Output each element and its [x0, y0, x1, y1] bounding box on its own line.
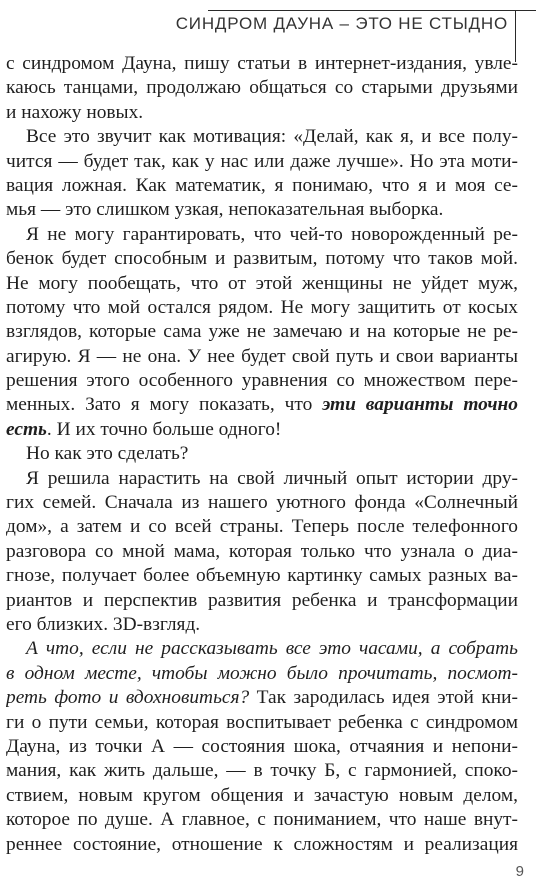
text-line: Дауна, из точки А — состояния шока, отчаяния и непони- — [6, 735, 518, 757]
text-line: потому что мой остался рядом. Не могу защитить от косых — [6, 296, 518, 318]
text-line: мания, как жить дальше, — в точку Б, с гармонией, споко- — [6, 760, 518, 782]
text-line: мья — это слишком узкая, непоказательная выборка. — [6, 199, 444, 221]
text-line: Не могу пообещать, что от этой женщины не уйдет муж, — [6, 272, 518, 294]
text-line: Я решила нарастить на свой личный опыт истории дру- — [26, 467, 518, 489]
text-line: которое по душе. А главное, с пониманием, что наше внут- — [6, 809, 518, 831]
text-line: бенок будет способным и развитым, потому что таков мой. — [6, 248, 518, 270]
text-line — [6, 393, 518, 417]
text-run: . И их точно больше одного! — [46, 418, 282, 440]
text-line: Но как это сделать? — [26, 443, 189, 465]
text-run: менных. Зато я могу показать, что — [6, 394, 313, 416]
text-line: чится — будет так, как у нас или даже лучше». Но эта моти- — [6, 150, 518, 172]
text-line: риантов и перспектив развития ребенка и трансформации — [6, 589, 518, 611]
page-header — [175, 10, 536, 40]
text-line — [6, 686, 518, 710]
text-line: его близких. 3D-взгляд. — [6, 613, 201, 635]
text-line: гих семей. Сначала из нашего уютного фонда «Солнечный — [6, 492, 518, 514]
page-number: 9 — [515, 863, 524, 880]
text-line — [6, 418, 518, 442]
text-line: агирую. Я — не она. У нее будет свой путь и свои варианты — [6, 345, 518, 367]
text-line: ги о пути семьи, которая воспитывает ребенка с синдромом — [6, 711, 518, 733]
text-line: в одном месте, чтобы можно было прочитать, посмот- — [6, 662, 518, 684]
text-line: взглядов, которые сама уже не замечаю и на которые не ре- — [6, 321, 518, 343]
text-line: и нахожу новых. — [6, 101, 144, 123]
text-line: дом», а затем и со всей страны. Теперь после телефонного — [6, 516, 518, 538]
text-line: разговора со мной мама, которая только что узнала о диа- — [6, 540, 518, 562]
text-line: Все это звучит как мотивация: «Делай, как я, и все полу- — [26, 126, 518, 148]
running-head: СИНДРОМ ДАУНА – ЭТО НЕ СТЫДНО — [175, 14, 508, 33]
body-text — [6, 52, 518, 857]
header-line — [208, 10, 536, 11]
text-line: решения этого особенного уравнения со множеством пере- — [6, 370, 518, 392]
text-run: Так зародилась идея этой кни- — [249, 687, 518, 709]
italic-text: реть фото и вдохновиться? — [6, 687, 250, 709]
text-line: А что, если не рассказывать все это часами, а собрать — [26, 638, 518, 660]
text-line: с синдромом Дауна, пишу статьи в интернет-издания, увле- — [6, 53, 518, 74]
text-line: вация ложная. Как математик, я понимаю, что я и моя се- — [6, 174, 518, 196]
emphasis-text: эти варианты точно — [322, 394, 518, 416]
emphasis-text: есть — [6, 418, 47, 440]
text-line: реннее состояние, отношение к сложностям и реализация — [6, 833, 518, 855]
text-line: гнозе, получает более объемную картинку самых разных ва- — [6, 565, 518, 587]
text-line: ствием, новым кругом общения и зачастую новым делом, — [6, 784, 518, 806]
text-line: каюсь танцами, продолжаю общаться со старыми друзьями — [6, 77, 518, 99]
text-line: Я не могу гарантировать, что чей-то новорожденный ре- — [26, 223, 518, 245]
